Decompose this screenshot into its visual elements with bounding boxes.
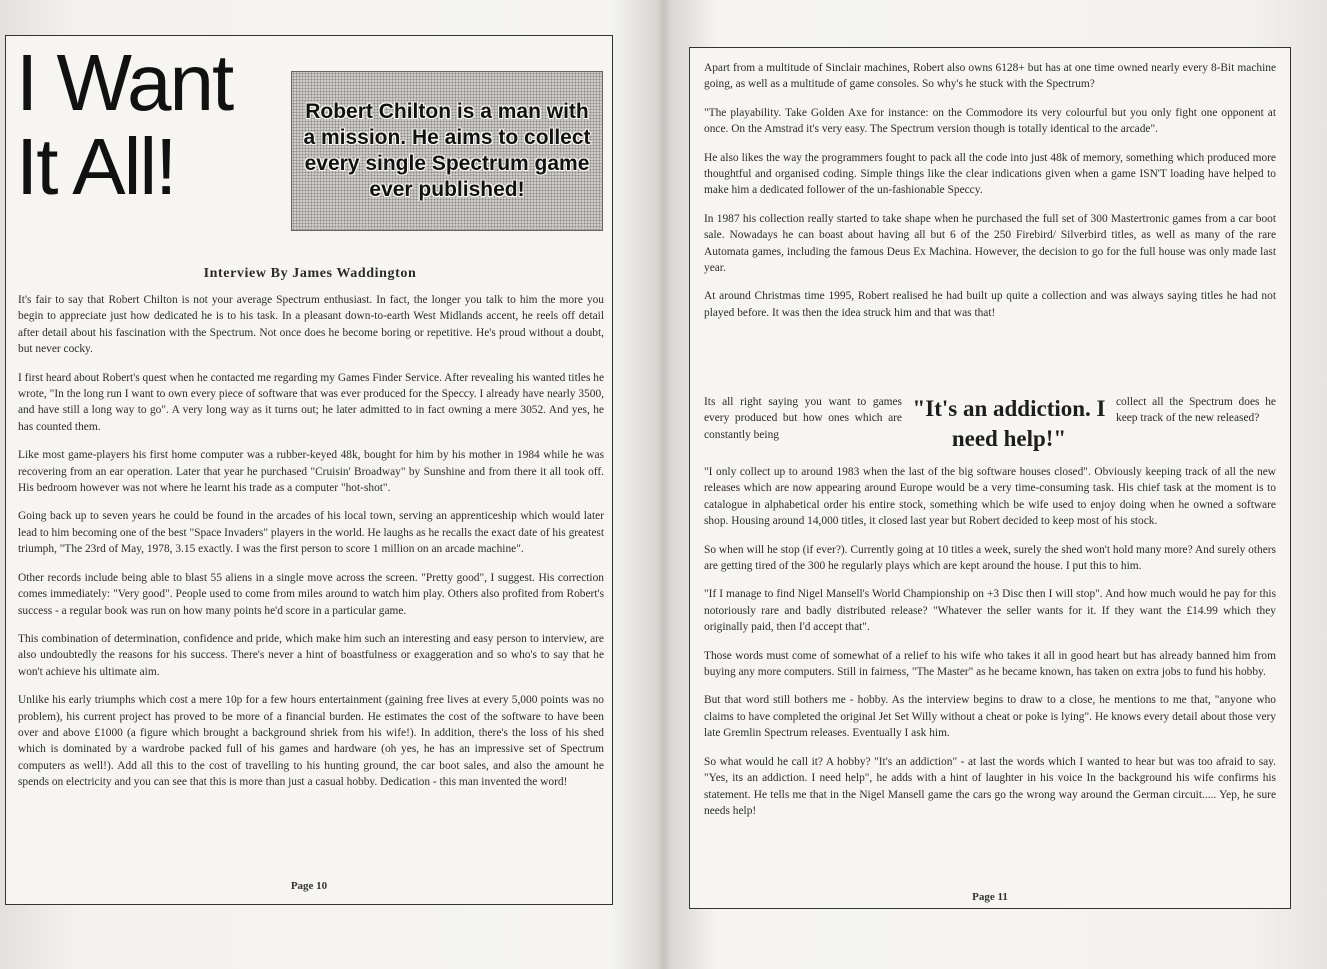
standfirst-text: Robert Chilton is a man with a mission. He aims to collect every single Spectrum game ever published! — [303, 100, 591, 201]
right-page — [689, 47, 1291, 909]
pullquote-right-text: collect all the Spectrum does he keep track of the new released? — [1116, 396, 1276, 425]
paragraph: So what would he call it? A hobby? "It's an addiction" - at last the words which I wanted to hear but was too afraid to say. "Yes, its an addiction. I need help", he adds with a hint of laughter in his voice In the background his wife confirms his statement. He tells me that in the Nigel Mansell game the cars go the wrong way around the German circuit..... Yep, he sure needs help! — [704, 755, 1276, 817]
paragraph: "If I manage to find Nigel Mansell's World Championship on +3 Disc then I will stop". And how much would he pay for this notoriously rare and badly distributed release? "Whatever the seller wants for it. If they want the £14.99 which they originally paid, then I'd accept that". — [704, 588, 1276, 634]
paragraph: He also likes the way the programmers fought to pack all the code into just 48k of memory, something which produced more thoughtful and organised coding. Simple things like the clear indications given when a game ISN'T loading have helped to make him a dedicated follower of the un-fashionable Speccy. — [704, 151, 1276, 197]
paragraph: Like most game-players his first home computer was a rubber-keyed 48k, bought for him by his mother in 1984 while he was recovering from an ear operation. Later that year he purchased "Cruisin' Broadway" by Sunshine and from there it all took off. His bedroom however was not where he learnt his trade as a computer "hot-shot". — [18, 449, 604, 495]
pullquote-row — [704, 394, 1276, 451]
article-header — [16, 38, 604, 257]
title-line-1: I Want — [16, 38, 233, 127]
paragraph: Apart from a multitude of Sinclair machines, Robert also owns 6128+ but has at one time owned nearly every 8-Bit machine going, as well as a multitude of game consoles. So why's he stuck with the Spectrum? — [704, 62, 1276, 91]
right-body-text-bottom — [704, 464, 1276, 831]
paragraph: "I only collect up to around 1983 when the last of the big software houses closed". Obviously keeping track of all the new releases which are now appearing around Europe would be a very time-consuming task. His chief task at the moment is to catalogue in alphabetical order his entire stock, something which be wife used to enjoy doing when he owned a software shop. Housing around 14,000 titles, it closed last year but Robert decided to keep most of his stock. — [704, 466, 1276, 528]
page-number-right: Page 11 — [972, 891, 1008, 903]
paragraph: This combination of determination, confidence and pride, which make him such an interesting and easy person to interview, are also undoubtedly the reasons for his success. There's never a hint of boastfulness or exaggeration and so who's to say that he won't achieve his ultimate aim. — [18, 632, 604, 678]
paragraph: Those words must come of somewhat of a relief to his wife who takes it all in good heart but has already banned him from buying any more computers. Still in fairness, "The Master" as he became known, has taken on extra jobs to fund his hobby. — [704, 649, 1276, 679]
paragraph: But that word still bothers me - hobby. As the interview begins to draw to a close, he mentions to me that, "anyone who claims to have completed the original Jet Set Willy without a cheat or poke is lying". He knows every detail about those very late Gremlin Spectrum releases. Eventually I ask him. — [704, 694, 1276, 740]
pullquote-left-text: Its all right saying you want to games every produced but how ones which are constantly being — [704, 396, 902, 441]
paragraph: Going back up to seven years he could be found in the arcades of his local town, serving an apprenticeship which would later lead to him becoming one of the best "Space Invaders" players in the world. He laughs as he recalls the exact date of his greatest triumph, "The 23rd of May, 1978, 3.15 exactly. I was the first person to score 1 million on an arcade machine". — [18, 510, 604, 556]
paragraph: In 1987 his collection really started to take shape when he purchased the full set of 300 Mastertronic games from a car boot sale. Nowadays he can boast about having all but 6 of the 250 Firebird/ Silverbird titles, as well as many of the rare Automata games, including the famous Deus Ex Machina. However, the decision to go for the full house was only made last year. — [704, 212, 1276, 275]
page-number-left: Page 10 — [290, 880, 328, 892]
title-line-2: It All! — [16, 122, 176, 211]
standfirst-box — [291, 71, 603, 231]
right-body-text-top — [704, 60, 1276, 333]
paragraph: I first heard about Robert's quest when he contacted me regarding my Games Finder Service. After revealing his wanted titles he wrote, "In the long run I want to own every piece of software that was ever produced for the Speccy. I already have nearly 3500, and have still a long way to go". A very long way as it turns out; he later admitted to in fact owning a mere 3052. And yes, he has counted them. — [18, 371, 604, 433]
left-body-text — [18, 292, 604, 803]
article-title — [16, 38, 286, 211]
paragraph: Other records include being able to blast 55 aliens in a single move across the screen. "Pretty good", I suggest. His correction comes immediately: "Very good". People used to come from miles around to watch him play. Others also profited from Robert's success - a regular book was run on how many points he'd score in a particular game. — [18, 571, 604, 617]
paragraph: At around Christmas time 1995, Robert realised he had built up quite a collection and was always saying titles he had not played before. It was then the idea struck him and that was that! — [704, 290, 1276, 319]
paragraph: Unlike his early triumphs which cost a mere 10p for a few hours entertainment (gaining free lives at every 5,000 points was no problem), his current project has proved to be more of a financial burden. He estimates the cost of the software to have been over and above £1000 (a figure which brought a background shriek from his wife!). In addition, there's the loss of his shed which is dominated by a wardrobe packed full of his games and hardware (oh yes, he has an impressive set of Spectrum computers as well!). Add all this to the cost of travelling to his hunting ground, the car boot sales, and also the amount he spends on electricity and you can see that this is more than just a casual hobby. Dedication - this man invented the word! — [18, 694, 604, 789]
byline: Interview By James Waddington — [203, 266, 417, 281]
pullquote: "It's an addiction. I need help!" — [912, 396, 1106, 451]
paragraph: It's fair to say that Robert Chilton is not your average Spectrum enthusiast. In fact, the longer you talk to him the more you begin to appreciate just how dedicated he is to his task. In a pleasant down-to-earth West Midlands accent, he reels off detail after detail about his fascination with the Spectrum. Not once does he become boring or repetitive. He's proud without a doubt, but never cocky. — [18, 294, 604, 356]
paragraph: "The playability. Take Golden Axe for instance: on the Commodore its very colourful but you only fight one opponent at once. On the Amstrad it's very easy. The Spectrum version though is totally identical to the arcade". — [704, 106, 1276, 136]
left-page — [5, 35, 613, 905]
paragraph: So when will he stop (if ever?). Currently going at 10 titles a week, surely the shed won't hold many more? And surely others are getting tired of the 300 he regularly plays which are kept around the house. I put this to him. — [704, 543, 1276, 573]
